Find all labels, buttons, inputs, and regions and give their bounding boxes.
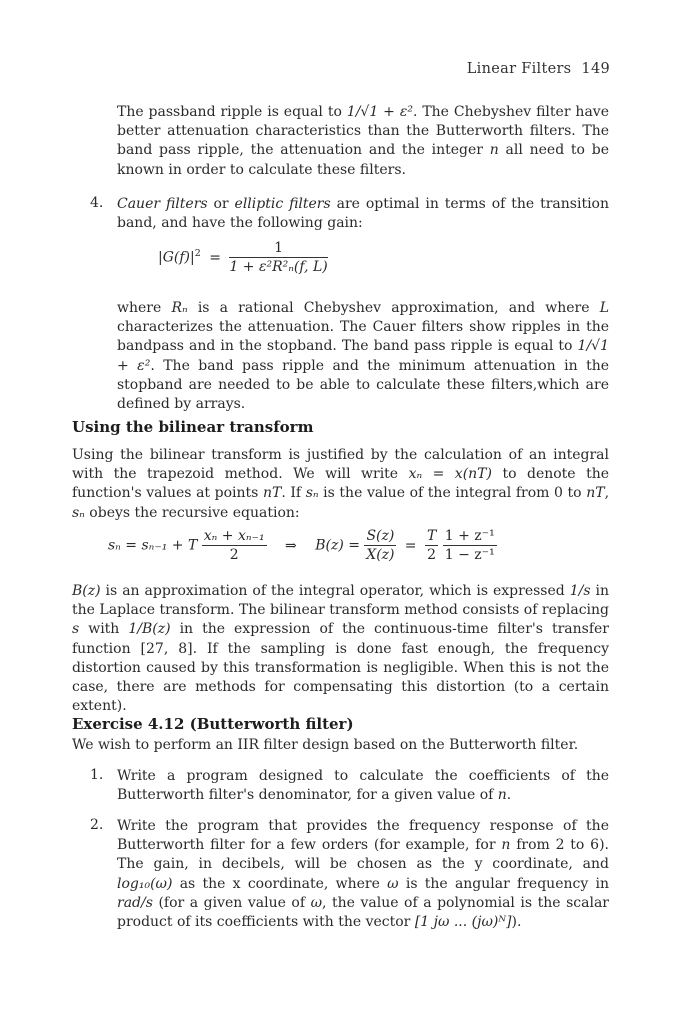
exercise-item-1: Write a program designed to calculate the coefficients of the Butterworth filter's denominator, for a given value of n.	[117, 768, 609, 804]
passband-paragraph: The passband ripple is equal to 1/√1 + ε². The Chebyshev filter have better attenuation characteristics than the Butterworth filters. The band pass ripple, the attenuation and the integer n all need to be known in order to calculate these filters.	[117, 104, 609, 178]
section-heading-bilinear: Using the bilinear transform	[72, 418, 314, 436]
exercise-heading: Exercise 4.12 (Butterworth filter)	[72, 715, 354, 733]
gain-fraction: $\frac{1}{\text{1 + ε²R²ₙ(f, L)}}$	[229, 240, 328, 275]
bilinear-method-paragraph: B(z) is an approximation of the integral operator, which is expressed 1/s in the Laplace transform. The bilinear transform method consists of replacing s with 1/B(z) in the expression of the continuous-time filter's transfer function [27, 8]. If the sampling is done fast enough, the frequency distortion caused by this transformation is negligible. When this is not the case, there are methods for compensating this distortion (to a certain extent).	[72, 583, 609, 715]
cauer-gain-equation: $|G(f)|^2$ = $\frac{1}{\text{1 + ε²R²ₙ(f, L)}}$	[158, 240, 328, 275]
cauer-intro: Cauer filters or elliptic filters are optimal in terms of the transition band, and have the following gain:	[117, 196, 609, 232]
running-head-title: Linear Filters	[466, 61, 572, 77]
page-number: 149	[581, 61, 610, 77]
exercise-item-number: 1.	[90, 767, 104, 783]
exercise-item-2: Write the program that provides the frequency response of the Butterworth filter for a few orders (for example, for n from 2 to 6). The gain, in decibels, will be chosen as the y coordinate, and log₁₀(ω) as the x coordinate, where ω is the angular frequency in rad/s (for a given value of ω, the value of a polynomial is the scalar product of its coefficients with the vector [1 jω ... (jω)ᴺ]).	[117, 818, 609, 931]
running-head	[467, 61, 610, 77]
exercise-item-number: 2.	[90, 817, 104, 833]
list-item-number: 4.	[90, 195, 104, 211]
cauer-paragraph: where Rₙ is a rational Chebyshev approximation, and where L characterizes the attenuation. The Cauer filters show ripples in the bandpass and in the stopband. The band pass ripple is equal to 1/√1 + ε². The band pass ripple and the minimum attenuation in the stopband are needed to be able to calculate these filters,which are defined by arrays.	[117, 300, 609, 413]
exercise-intro: We wish to perform an IIR filter design based on the Butterworth filter.	[72, 737, 579, 753]
recursive-equation: sₙ = sₙ₋₁ + T $\frac{\text{xₙ + xₙ₋₁}}{2}$ ⇒ B(z) = $\frac{S(z)}{X(z)}$ = $\frac{T}{2}$ $\frac{\text{1 + z⁻¹}}{\text{1 − z⁻¹}}$	[108, 528, 495, 563]
bilinear-paragraph: Using the bilinear transform is justified by the calculation of an integral with the trapezoid method. We will write xₙ = x(nT) to denote the function's values at points nT. If sₙ is the value of the integral from 0 to nT, sₙ obeys the recursive equation:	[72, 447, 610, 521]
